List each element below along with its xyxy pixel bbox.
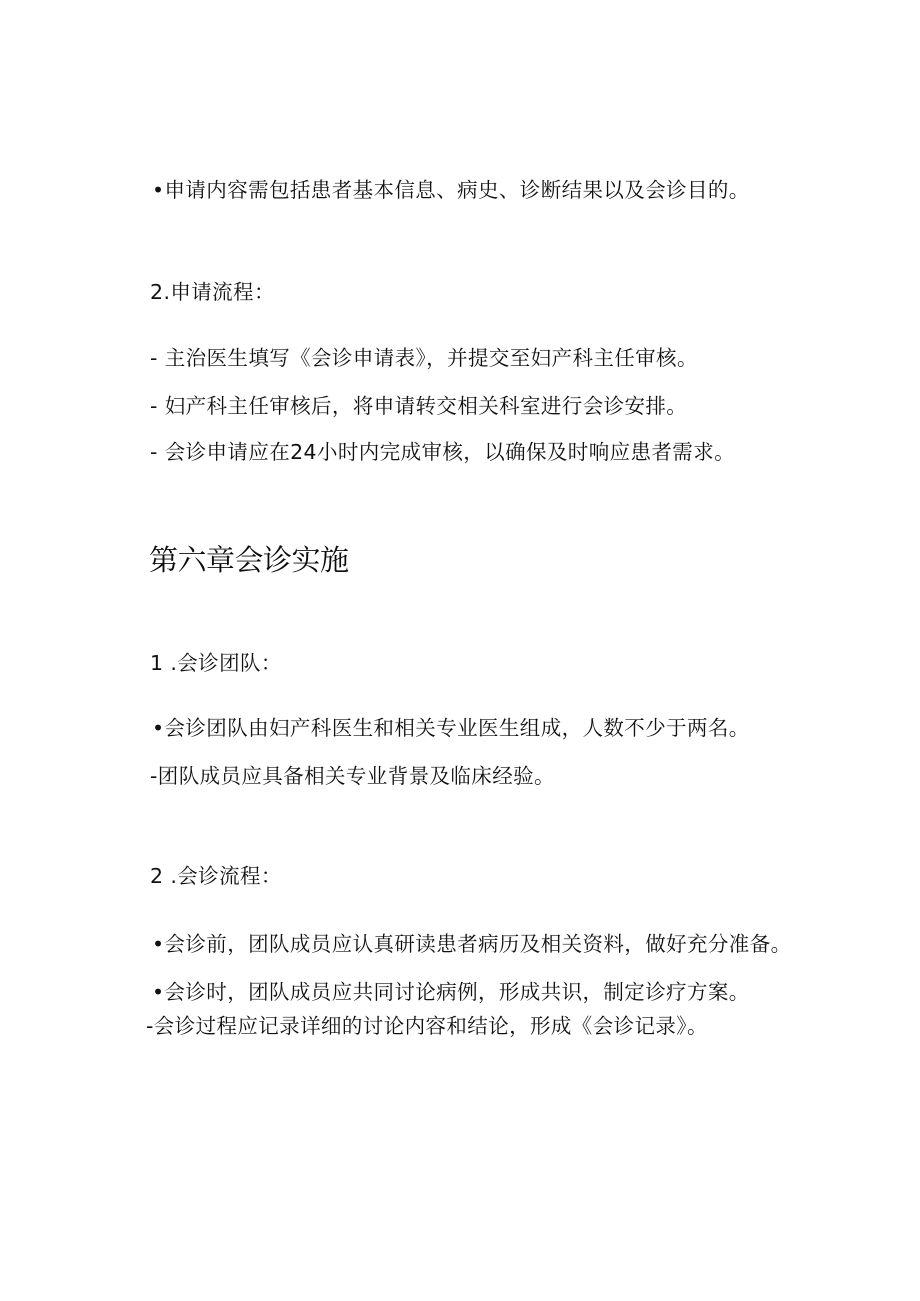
application-step: - 妇产科主任审核后，将申请转交相关科室进行会诊安排。 (150, 394, 688, 418)
process-item: -会诊过程应记录详细的讨论内容和结论，形成《会诊记录》。 (146, 1014, 708, 1038)
process-item: •会诊时，团队成员应共同讨论病例，形成共识，制定诊疗方案。 (152, 980, 750, 1004)
team-item: -团队成员应具备相关专业背景及临床经验。 (150, 764, 555, 788)
application-process-heading: 2.申请流程： (150, 280, 275, 304)
application-step: - 主治医生填写《会诊申请表》，并提交至妇产科主任审核。 (150, 346, 698, 370)
process-item: •会诊前，团队成员应认真研读患者病历及相关资料，做好充分准备。 (152, 932, 792, 956)
chapter-title: 第六章会诊实施 (149, 543, 349, 577)
application-content-bullet: •申请内容需包括患者基本信息、病史、诊断结果以及会诊目的。 (152, 178, 750, 202)
team-item: •会诊团队由妇产科医生和相关专业医生组成，人数不少于两名。 (152, 716, 750, 740)
team-heading: 1 .会诊团队： (150, 651, 282, 675)
process-heading: 2 .会诊流程： (150, 864, 282, 888)
application-step: - 会诊申请应在24小时内完成审核，以确保及时响应患者需求。 (150, 440, 735, 464)
